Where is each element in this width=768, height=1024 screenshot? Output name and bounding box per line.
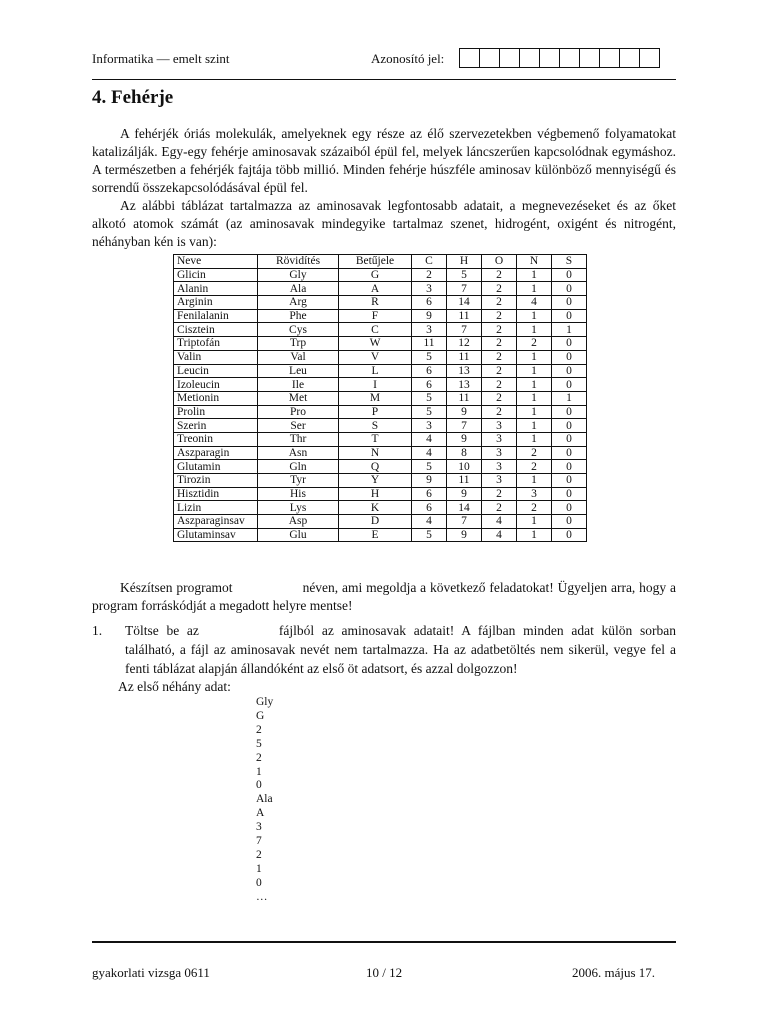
col-header-o: O [482,255,517,269]
cell-h: 12 [447,337,482,351]
table-intro-paragraph: Az alábbi táblázat tartalmazza az aminosavak legfontosabb adatait, a megnevezéseket és az őket alkotó atomok számát (az aminosavak mindegyike tartalmaz szenet, hidrogént, oxigént és nitrogént, néhányban kén is van): [92,198,676,249]
cell-symbol: G [339,268,412,282]
cell-s: 0 [552,487,587,501]
cell-symbol: I [339,378,412,392]
cell-name: Tirozin [174,474,258,488]
cell-o: 2 [482,391,517,405]
col-header-abbr: Rövidítés [258,255,339,269]
cell-symbol: T [339,432,412,446]
cell-o: 2 [482,268,517,282]
table-row [174,405,587,419]
cell-n: 1 [517,474,552,488]
sample-line: 3 [256,821,262,834]
cell-symbol: D [339,515,412,529]
table-row [174,501,587,515]
cell-abbr: Glu [258,528,339,542]
table-row [174,309,587,323]
footer-exam: gyakorlati vizsga 0611 [92,965,210,980]
cell-n: 1 [517,391,552,405]
cell-symbol: L [339,364,412,378]
cell-h: 7 [447,419,482,433]
cell-abbr: Asn [258,446,339,460]
cell-symbol: W [339,337,412,351]
header-subject: Informatika — emelt szint [92,51,230,66]
id-box[interactable] [619,48,640,68]
id-box[interactable] [459,48,480,68]
cell-c: 4 [412,515,447,529]
id-box[interactable] [519,48,540,68]
header-rule [92,79,676,80]
cell-abbr: Gly [258,268,339,282]
cell-h: 9 [447,487,482,501]
cell-name: Triptofán [174,337,258,351]
cell-name: Arginin [174,296,258,310]
cell-abbr: Gln [258,460,339,474]
sample-data-block [256,696,273,905]
sample-line: G [256,709,265,722]
cell-s: 0 [552,364,587,378]
cell-n: 2 [517,337,552,351]
cell-n: 3 [517,487,552,501]
table-row [174,474,587,488]
sample-line: Gly [256,696,274,708]
cell-name: Glicin [174,268,258,282]
cell-c: 5 [412,391,447,405]
cell-n: 2 [517,501,552,515]
cell-abbr: Ile [258,378,339,392]
col-header-n: N [517,255,552,269]
table-row [174,391,587,405]
table-row [174,364,587,378]
cell-c: 4 [412,432,447,446]
cell-symbol: F [339,309,412,323]
sample-line: 5 [256,737,262,750]
cell-c: 6 [412,487,447,501]
cell-name: Szerin [174,419,258,433]
cell-o: 2 [482,405,517,419]
cell-c: 11 [412,337,447,351]
cell-s: 0 [552,419,587,433]
cell-n: 1 [517,515,552,529]
cell-h: 11 [447,309,482,323]
cell-symbol: E [339,528,412,542]
table-header-row [174,255,587,269]
sample-line: A [256,807,265,820]
cell-symbol: P [339,405,412,419]
cell-abbr: Cys [258,323,339,337]
cell-h: 10 [447,460,482,474]
cell-symbol: Y [339,474,412,488]
table-row [174,350,587,364]
cell-n: 1 [517,364,552,378]
cell-name: Aszparagin [174,446,258,460]
cell-h: 9 [447,528,482,542]
cell-name: Leucin [174,364,258,378]
id-box[interactable] [639,48,660,68]
cell-abbr: Arg [258,296,339,310]
cell-n: 1 [517,350,552,364]
cell-s: 0 [552,460,587,474]
id-box[interactable] [479,48,500,68]
cell-name: Valin [174,350,258,364]
cell-abbr: Lys [258,501,339,515]
table-row [174,515,587,529]
table-row [174,528,587,542]
cell-h: 11 [447,350,482,364]
col-header-symbol: Betűjele [339,255,412,269]
cell-s: 0 [552,296,587,310]
cell-symbol: R [339,296,412,310]
id-box[interactable] [559,48,580,68]
cell-o: 3 [482,474,517,488]
task-item-1 [92,621,676,678]
cell-name: Cisztein [174,323,258,337]
table-row [174,378,587,392]
cell-symbol: M [339,391,412,405]
cell-c: 6 [412,364,447,378]
cell-n: 1 [517,405,552,419]
cell-name: Lizin [174,501,258,515]
sample-line: Ala [256,793,273,806]
cell-o: 3 [482,446,517,460]
cell-c: 2 [412,268,447,282]
cell-s: 0 [552,432,587,446]
cell-o: 4 [482,515,517,529]
cell-symbol: S [339,419,412,433]
cell-abbr: Trp [258,337,339,351]
col-header-c: C [412,255,447,269]
cell-o: 3 [482,419,517,433]
cell-abbr: Val [258,350,339,364]
cell-name: Fenilalanin [174,309,258,323]
cell-h: 11 [447,474,482,488]
table-row [174,282,587,296]
cell-h: 5 [447,268,482,282]
cell-name: Metionin [174,391,258,405]
cell-n: 1 [517,309,552,323]
cell-o: 2 [482,487,517,501]
id-box[interactable] [539,48,560,68]
task-item-number: 1. [92,623,103,638]
sample-line: 1 [256,765,262,778]
cell-name: Treonin [174,432,258,446]
sample-line: 2 [256,723,262,736]
cell-c: 6 [412,296,447,310]
cell-c: 9 [412,309,447,323]
cell-n: 1 [517,323,552,337]
sample-line: 7 [256,835,262,848]
cell-symbol: A [339,282,412,296]
cell-s: 0 [552,350,587,364]
cell-s: 0 [552,282,587,296]
cell-h: 9 [447,405,482,419]
table-row [174,460,587,474]
cell-s: 0 [552,337,587,351]
cell-h: 8 [447,446,482,460]
cell-abbr: Ala [258,282,339,296]
cell-n: 1 [517,268,552,282]
cell-s: 1 [552,391,587,405]
cell-n: 1 [517,432,552,446]
cell-c: 6 [412,501,447,515]
sample-line: 2 [256,848,262,861]
table-row [174,323,587,337]
cell-abbr: Phe [258,309,339,323]
cell-o: 2 [482,296,517,310]
cell-h: 7 [447,282,482,296]
cell-h: 13 [447,378,482,392]
cell-name: Prolin [174,405,258,419]
sample-line: 2 [256,751,262,764]
cell-h: 7 [447,515,482,529]
cell-n: 1 [517,419,552,433]
cell-o: 2 [482,282,517,296]
cell-o: 2 [482,323,517,337]
cell-s: 0 [552,446,587,460]
header-id-label: Azonosító jel: [371,51,445,66]
cell-h: 11 [447,391,482,405]
cell-o: 3 [482,432,517,446]
sample-label: Az első néhány adat: [118,679,231,694]
cell-h: 7 [447,323,482,337]
cell-n: 2 [517,446,552,460]
cell-h: 14 [447,501,482,515]
cell-c: 5 [412,405,447,419]
cell-s: 0 [552,515,587,529]
cell-n: 4 [517,296,552,310]
cell-symbol: K [339,501,412,515]
footer-date: 2006. május 17. [572,965,656,980]
footer-page: 10 / 12 [366,965,403,980]
cell-o: 2 [482,337,517,351]
sample-line: 1 [256,862,262,875]
cell-abbr: Asp [258,515,339,529]
cell-s: 0 [552,309,587,323]
col-header-h: H [447,255,482,269]
cell-abbr: Thr [258,432,339,446]
col-header-name: Neve [174,255,258,269]
cell-c: 5 [412,350,447,364]
cell-symbol: V [339,350,412,364]
cell-c: 3 [412,419,447,433]
cell-o: 3 [482,460,517,474]
cell-o: 2 [482,364,517,378]
id-box[interactable] [599,48,620,68]
section-title: 4. Fehérje [92,87,174,108]
sample-line: 0 [256,779,262,792]
cell-n: 1 [517,528,552,542]
cell-s: 1 [552,323,587,337]
cell-c: 5 [412,528,447,542]
cell-h: 13 [447,364,482,378]
cell-s: 0 [552,268,587,282]
id-box[interactable] [579,48,600,68]
id-boxes[interactable] [460,48,660,68]
cell-s: 0 [552,501,587,515]
sample-line: … [256,890,268,903]
cell-name: Glutaminsav [174,528,258,542]
cell-n: 1 [517,378,552,392]
cell-abbr: Leu [258,364,339,378]
table-row [174,419,587,433]
table-row [174,446,587,460]
cell-c: 9 [412,474,447,488]
cell-symbol: Q [339,460,412,474]
table-row [174,268,587,282]
cell-c: 5 [412,460,447,474]
cell-abbr: Tyr [258,474,339,488]
col-header-s: S [552,255,587,269]
cell-s: 0 [552,474,587,488]
table-row [174,487,587,501]
cell-n: 1 [517,282,552,296]
id-box[interactable] [499,48,520,68]
cell-o: 2 [482,350,517,364]
cell-name: Alanin [174,282,258,296]
cell-o: 2 [482,309,517,323]
footer-rule [92,941,676,943]
task-item-text: Töltse be az fájlból az aminosavak adatait! A fájlban minden adat külön sorban található, a fájl az aminosavak nevét nem tartalmazza. Ha az adatbetöltés nem sikerül, vegye fel a fenti táblázat alapján állandóként az első öt adatsort, és azzal dolgozzon! [125,623,676,676]
cell-s: 0 [552,528,587,542]
table-row [174,296,587,310]
cell-symbol: C [339,323,412,337]
table-row [174,337,587,351]
cell-abbr: Ser [258,419,339,433]
cell-name: Hisztidin [174,487,258,501]
table-row [174,432,587,446]
cell-c: 3 [412,282,447,296]
amino-acid-table [173,254,587,542]
cell-c: 6 [412,378,447,392]
cell-c: 3 [412,323,447,337]
cell-o: 2 [482,501,517,515]
cell-o: 2 [482,378,517,392]
intro-paragraph: A fehérjék óriás molekulák, amelyeknek egy része az élő szervezetekben végbemenő folyamatokat katalizálják. Egy-egy fehérje aminosavak százaiból épül fel, melyek láncszerűen kapcsolódnak egymáshoz. A természetben a fehérjék fajtája több millió. Minden fehérje húszféle aminosav különböző mennyiségű és sorrendű összekapcsolódásával épül fel. [92,126,676,195]
cell-name: Aszparaginsav [174,515,258,529]
cell-o: 4 [482,528,517,542]
cell-abbr: His [258,487,339,501]
cell-h: 9 [447,432,482,446]
sample-line: 0 [256,876,262,889]
task-intro: Készítsen programot néven, ami megoldja a következő feladatokat! Ügyeljen arra, hogy a program forráskódját a megadott helyre mentse! [92,580,676,613]
cell-name: Glutamin [174,460,258,474]
cell-c: 4 [412,446,447,460]
cell-h: 14 [447,296,482,310]
cell-s: 0 [552,405,587,419]
cell-name: Izoleucin [174,378,258,392]
cell-symbol: N [339,446,412,460]
cell-symbol: H [339,487,412,501]
cell-abbr: Pro [258,405,339,419]
cell-n: 2 [517,460,552,474]
cell-abbr: Met [258,391,339,405]
cell-s: 0 [552,378,587,392]
